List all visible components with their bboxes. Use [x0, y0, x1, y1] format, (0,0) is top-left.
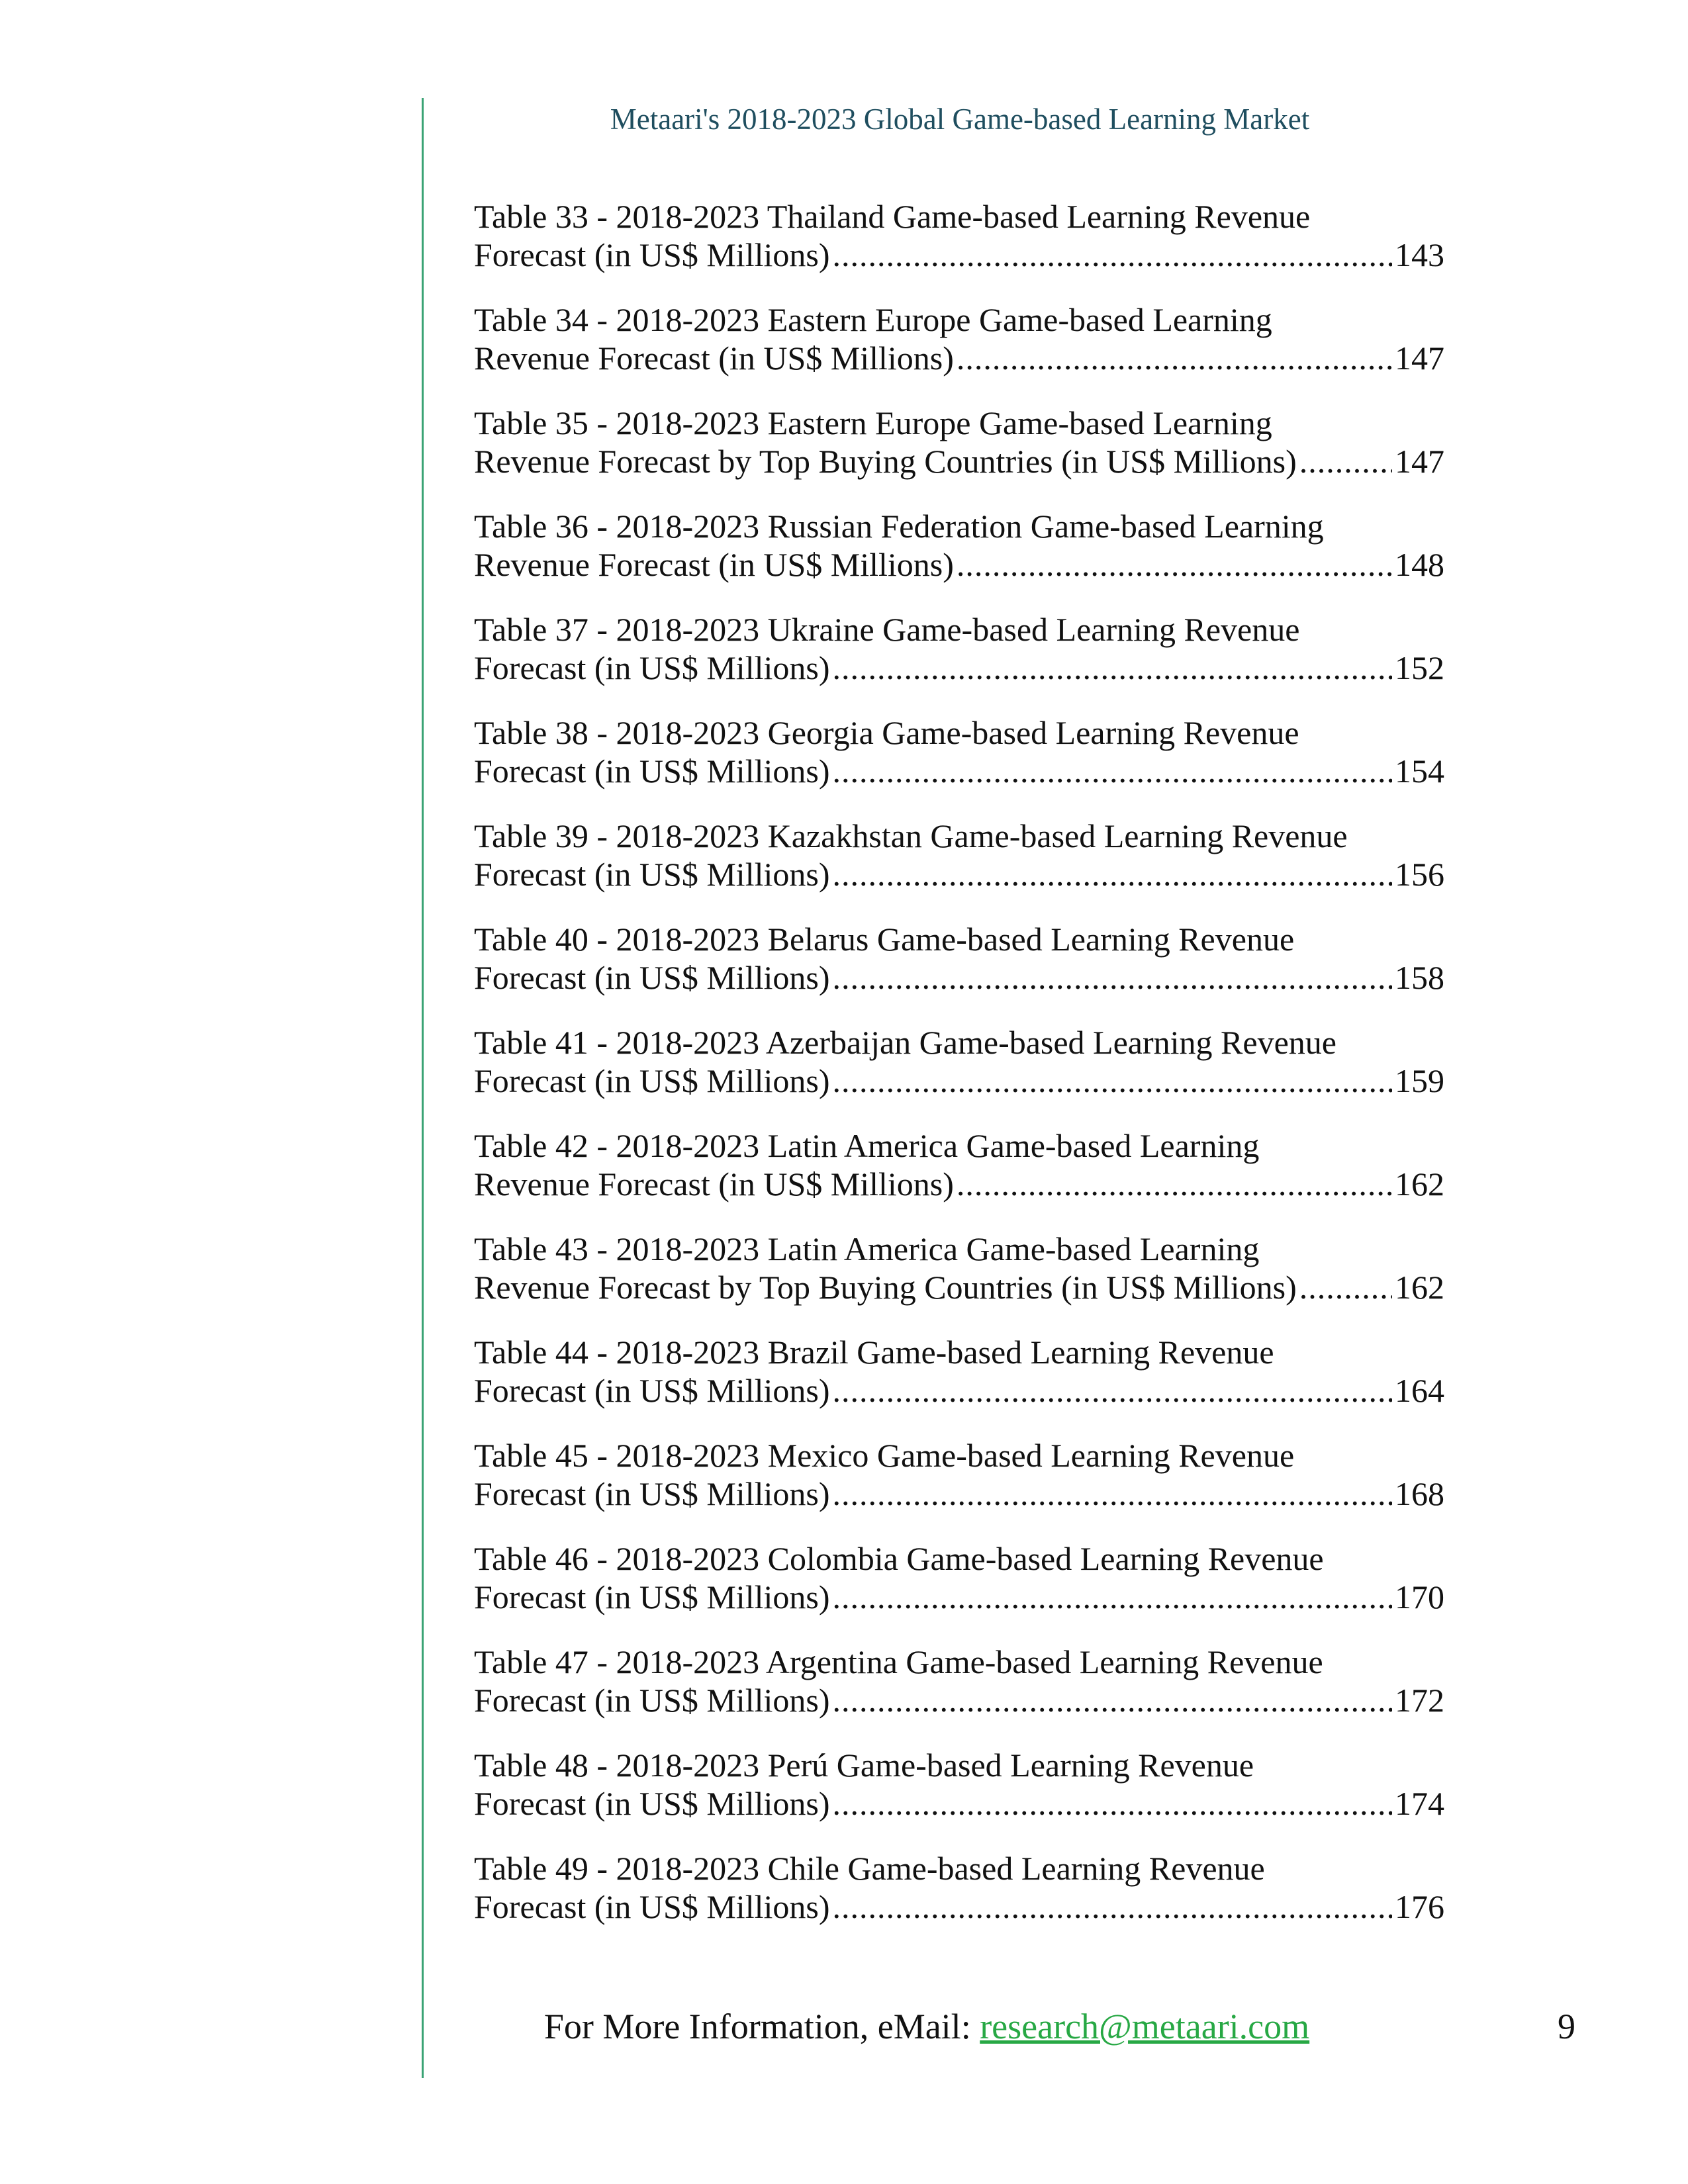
toc-entry[interactable] [474, 404, 1444, 507]
toc-entry[interactable] [474, 1539, 1444, 1643]
toc-entry[interactable] [474, 817, 1444, 920]
dot-leader [832, 1371, 1392, 1410]
toc-page-number: 164 [1395, 1372, 1444, 1409]
toc-page-number: 156 [1395, 856, 1444, 893]
toc-entry[interactable] [474, 1023, 1444, 1126]
dot-leader [832, 1062, 1392, 1100]
dot-leader [957, 339, 1392, 377]
toc-entry-title: Table 35 - 2018-2023 Eastern Europe Game-based Learning [474, 404, 1272, 441]
toc-entry[interactable] [474, 1126, 1444, 1230]
dot-leader [832, 1475, 1392, 1513]
toc-entry-title: Table 42 - 2018-2023 Latin America Game-based Learning [474, 1127, 1260, 1164]
toc-page-number: 158 [1395, 959, 1444, 996]
toc-entry[interactable] [474, 507, 1444, 610]
toc-page-number: 176 [1395, 1888, 1444, 1925]
toc-entry-title-cont: Revenue Forecast (in US$ Millions) [474, 546, 954, 583]
toc-entry-title: Table 36 - 2018-2023 Russian Federation Game-based Learning [474, 508, 1324, 545]
toc-entry-title-cont: Forecast (in US$ Millions) [474, 1578, 830, 1615]
running-header: Metaari's 2018-2023 Global Game-based Learning Market [610, 103, 1310, 136]
toc-entry-title: Table 37 - 2018-2023 Ukraine Game-based Learning Revenue [474, 611, 1300, 648]
toc-entry-title: Table 39 - 2018-2023 Kazakhstan Game-based Learning Revenue [474, 817, 1348, 854]
toc-entry[interactable] [474, 1643, 1444, 1746]
dot-leader [832, 1578, 1392, 1616]
toc-page-number: 174 [1395, 1785, 1444, 1822]
dot-leader [1299, 442, 1392, 480]
dot-leader [832, 1888, 1392, 1926]
toc-entry-title: Table 34 - 2018-2023 Eastern Europe Game-based Learning [474, 301, 1272, 338]
dot-leader [832, 958, 1392, 997]
toc-page-number: 162 [1395, 1269, 1444, 1306]
toc-entry-title: Table 43 - 2018-2023 Latin America Game-based Learning [474, 1230, 1260, 1267]
email-link[interactable]: research@metaari.com [980, 2007, 1310, 2046]
dot-leader [957, 1165, 1392, 1203]
dot-leader [1299, 1268, 1392, 1306]
toc-page-number: 162 [1395, 1165, 1444, 1203]
toc-entry[interactable] [474, 300, 1444, 404]
toc-entry[interactable] [474, 197, 1444, 300]
toc-entry-title-cont: Forecast (in US$ Millions) [474, 1475, 830, 1512]
toc-entry[interactable] [474, 1849, 1444, 1952]
toc-entry[interactable] [474, 1746, 1444, 1849]
dot-leader [832, 649, 1392, 687]
toc-entry-title-cont: Forecast (in US$ Millions) [474, 649, 830, 686]
toc-page-number: 168 [1395, 1475, 1444, 1512]
toc-page-number: 147 [1395, 443, 1444, 480]
toc-page-number: 147 [1395, 340, 1444, 377]
toc-entry-title: Table 38 - 2018-2023 Georgia Game-based Learning Revenue [474, 714, 1299, 751]
toc-entry[interactable] [474, 920, 1444, 1023]
dot-leader [832, 1681, 1392, 1719]
toc-page-number: 152 [1395, 649, 1444, 686]
toc-entry-title: Table 46 - 2018-2023 Colombia Game-based Learning Revenue [474, 1540, 1324, 1577]
toc-page-number: 148 [1395, 546, 1444, 583]
page-number: 9 [1558, 2007, 1575, 2046]
toc-entry-title-cont: Forecast (in US$ Millions) [474, 1785, 830, 1822]
footer-contact [463, 2005, 1390, 2048]
toc-page-number: 170 [1395, 1578, 1444, 1615]
toc-page-number: 172 [1395, 1682, 1444, 1719]
toc-entry-title: Table 47 - 2018-2023 Argentina Game-based Learning Revenue [474, 1643, 1323, 1680]
toc-entry[interactable] [474, 1333, 1444, 1436]
toc-page-number: 159 [1395, 1062, 1444, 1099]
toc-entry-title-cont: Forecast (in US$ Millions) [474, 1888, 830, 1925]
toc-page-number: 154 [1395, 752, 1444, 790]
toc-entry-title-cont: Forecast (in US$ Millions) [474, 1682, 830, 1719]
dot-leader [832, 752, 1392, 790]
table-of-contents-list [474, 197, 1444, 1952]
toc-entry-title-cont: Forecast (in US$ Millions) [474, 1062, 830, 1099]
toc-entry-title-cont: Revenue Forecast by Top Buying Countries (in US$ Millions) [474, 1269, 1297, 1306]
toc-entry[interactable] [474, 1230, 1444, 1333]
toc-entry-title: Table 40 - 2018-2023 Belarus Game-based Learning Revenue [474, 921, 1295, 958]
toc-entry-title-cont: Forecast (in US$ Millions) [474, 236, 830, 273]
footer-info-label: For More Information, eMail: [543, 2007, 980, 2046]
toc-entry-title-cont: Forecast (in US$ Millions) [474, 856, 830, 893]
toc-entry[interactable] [474, 610, 1444, 713]
toc-entry[interactable] [474, 713, 1444, 817]
toc-entry-title: Table 41 - 2018-2023 Azerbaijan Game-based Learning Revenue [474, 1024, 1336, 1061]
toc-page-number: 143 [1395, 236, 1444, 273]
toc-entry-title-cont: Revenue Forecast (in US$ Millions) [474, 340, 954, 377]
toc-entry-title-cont: Forecast (in US$ Millions) [474, 752, 830, 790]
toc-entry-title-cont: Forecast (in US$ Millions) [474, 959, 830, 996]
toc-entry-title-cont: Revenue Forecast (in US$ Millions) [474, 1165, 954, 1203]
toc-entry-title: Table 48 - 2018-2023 Perú Game-based Learning Revenue [474, 1747, 1254, 1784]
dot-leader [832, 855, 1392, 893]
toc-entry-title-cont: Forecast (in US$ Millions) [474, 1372, 830, 1409]
dot-leader [957, 545, 1392, 584]
toc-entry-title: Table 49 - 2018-2023 Chile Game-based Learning Revenue [474, 1850, 1265, 1887]
toc-entry-title: Table 44 - 2018-2023 Brazil Game-based Learning Revenue [474, 1334, 1274, 1371]
page-vertical-rule [422, 98, 424, 2078]
toc-entry[interactable] [474, 1436, 1444, 1539]
dot-leader [832, 236, 1392, 274]
dot-leader [832, 1784, 1392, 1823]
toc-entry-title: Table 45 - 2018-2023 Mexico Game-based Learning Revenue [474, 1437, 1295, 1474]
toc-entry-title: Table 33 - 2018-2023 Thailand Game-based Learning Revenue [474, 198, 1311, 235]
toc-entry-title-cont: Revenue Forecast by Top Buying Countries (in US$ Millions) [474, 443, 1297, 480]
